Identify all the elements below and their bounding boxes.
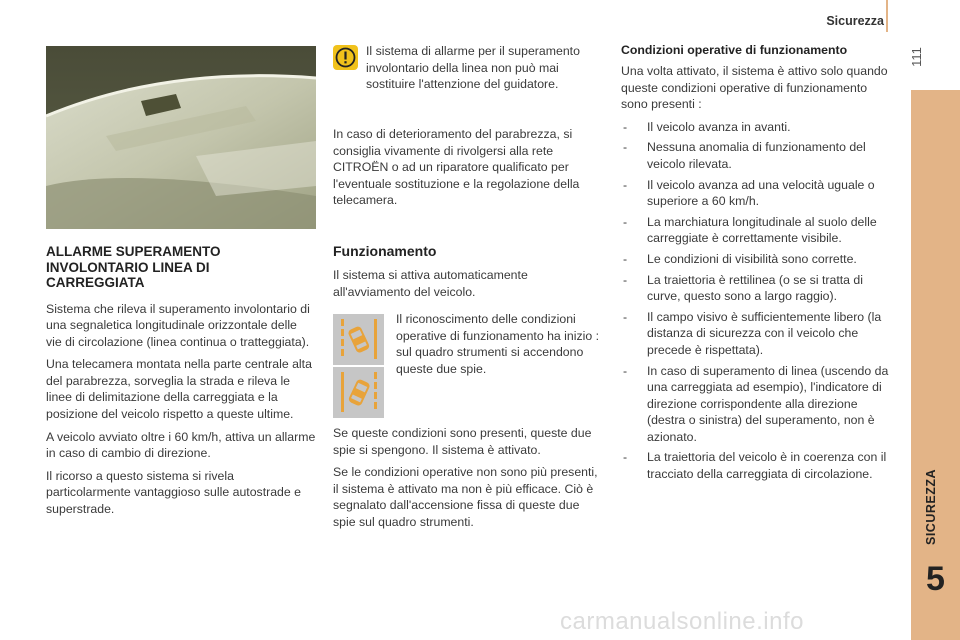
paragraph: Se queste condizioni sono presenti, queste due spie si spengono. Il sistema è attivato. (333, 426, 592, 457)
paragraph: Sistema che rileva il superamento involontario di una segnaletica longitudinale orizzontale delle vie di circolazione (linea continua o tratteggiata). (46, 301, 310, 349)
warning-icon (333, 45, 358, 70)
list-item: - Nessuna anomalia di funzionamento del veicolo rilevata. (621, 139, 893, 172)
section-title: ALLARME SUPERAMENTO INVOLONTARIO LINEA DI CARREGGIATA (46, 244, 221, 290)
list-item: - In caso di superamento di linea (uscendo da una carreggiata ad esempio), l'indicatore di direzione corrispondente alla direzione (destra o sinistra) del superamento, non è azionato. (621, 363, 893, 446)
functioning-heading: Funzionamento (333, 243, 437, 259)
list-item: - Il campo visivo è sufficientemente libero (la distanza di sicurezza con il veicolo che precede è rispettata). (621, 309, 893, 359)
list-item: - La marchiatura longitudinale al suolo delle carreggiate è correttamente visibile. (621, 214, 893, 247)
conditions-list (621, 119, 893, 483)
list-item: - Il veicolo avanza ad una velocità uguale o superiore a 60 km/h. (621, 177, 893, 210)
section-header: Sicurezza (826, 14, 884, 28)
right-column (621, 43, 893, 487)
lane-warning-lamp-right-icon (333, 367, 384, 418)
paragraph: Una telecamera montata nella parte centrale alta del parabrezza, sorveglia la strada e rileva le linee di delimitazione della carreggiata e la posizione del veicolo rispetto a queste ultime. (46, 357, 312, 422)
windshield-camera-photo (46, 46, 316, 229)
left-column (46, 244, 316, 524)
list-item: - Il veicolo avanza in avanti. (621, 119, 893, 136)
page-number: 111 (909, 47, 924, 67)
watermark: carmanualsonline.info (560, 608, 804, 635)
paragraph: Se le condizioni operative non sono più presenti, il sistema è attivato ma non è più efficace. Ciò è segnalato dall'accensione fissa di queste due spie sul quadro strumenti. (333, 465, 598, 529)
middle-after-lamps (333, 425, 603, 537)
functioning-intro: Il sistema si attiva automaticamente all'avviamento del veicolo. (333, 268, 528, 299)
paragraph: A veicolo avviato oltre i 60 km/h, attiva un allarme in caso di cambio di direzione. (46, 429, 316, 461)
conditions-intro: Una volta attivato, il sistema è attivo solo quando queste condizioni operative di funzionamento sono presenti : (621, 64, 888, 112)
list-item: - Le condizioni di visibilità sono corrette. (621, 251, 893, 268)
conditions-heading: Condizioni operative di funzionamento (621, 43, 848, 57)
chapter-number: 5 (926, 560, 945, 598)
lane-warning-lamp-left-icon (333, 314, 384, 365)
list-item: - La traiettoria del veicolo è in coerenza con il tracciato della carreggiata di circolazione. (621, 449, 893, 482)
list-item: - La traiettoria è rettilinea (o se si tratta di curve, questo sono a largo raggio). (621, 272, 893, 305)
chapter-label: SICUREZZA (924, 468, 938, 546)
header-rule (886, 0, 888, 32)
windshield-damage-text: In caso di deterioramento del parabrezza, si consiglia vivamente di rivolgersi alla rete CITROËN o ad un riparatore qualificato per l'eventuale sostituzione e la regolazione della telecamera. (333, 127, 580, 208)
lamps-description: Il riconoscimento delle condizioni operative di funzionamento ha inizio : sul quadro strumenti si accendono queste due spie. (396, 312, 600, 376)
paragraph: Il ricorso a questo sistema si rivela particolarmente vantaggioso sulle autostrade e superstrade. (46, 468, 301, 517)
warning-text: Il sistema di allarme per il superamento involontario della linea non può mai sostituire l'attenzione del guidatore. (366, 44, 580, 92)
